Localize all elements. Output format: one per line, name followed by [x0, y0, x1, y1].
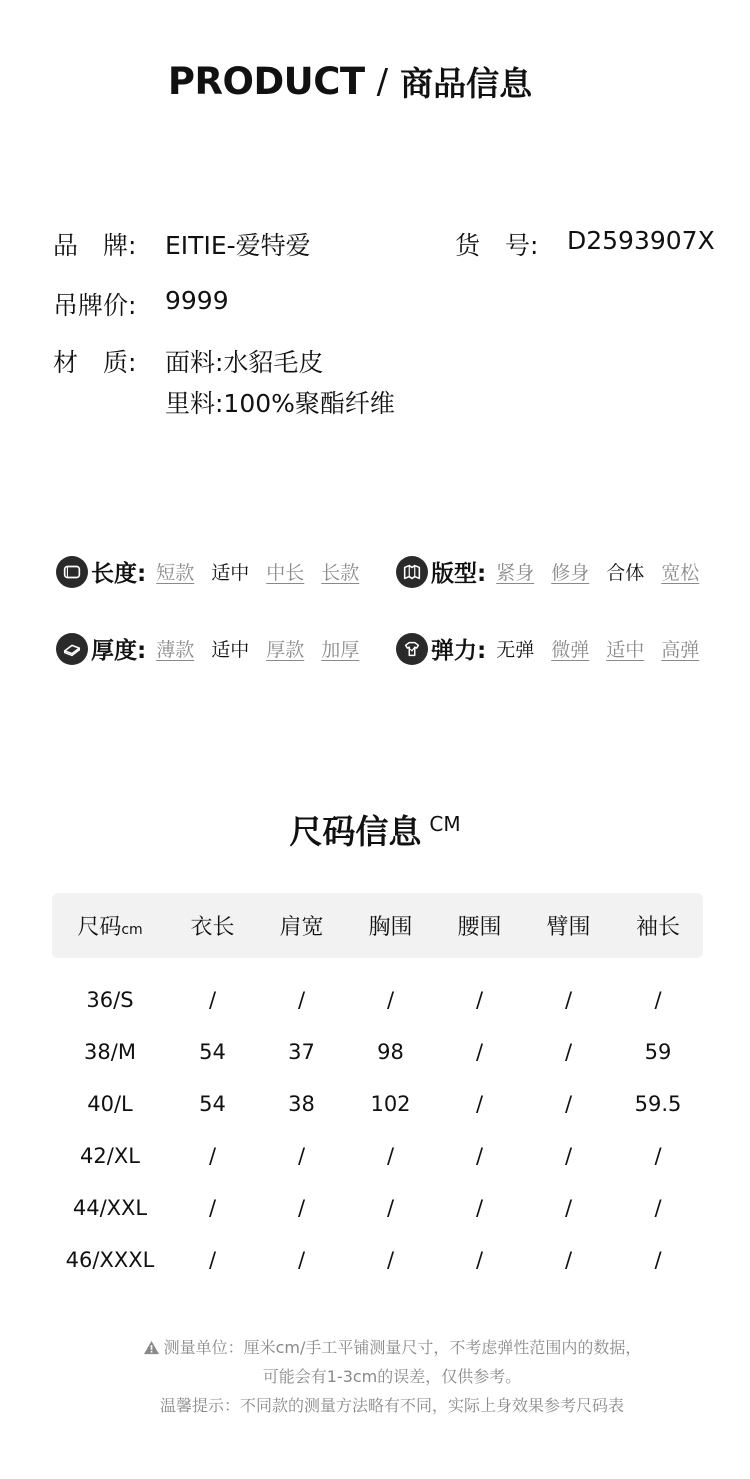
measurement-cell: /	[564, 1144, 573, 1168]
note-line-3: 温馨提示：不同款的测量方法略有不同，实际上身效果参考尺码表	[159, 1396, 624, 1415]
measurement-cell: /	[386, 1248, 395, 1272]
brand-value: EITIE-爱特爱	[165, 231, 311, 260]
measurement-cell: /	[564, 1040, 573, 1064]
header-size-unit: cm	[121, 922, 143, 938]
measurement-cell: 54	[199, 1092, 226, 1116]
material-row	[53, 343, 323, 379]
elasticity-option: 适中	[606, 639, 645, 661]
measurement-cell: /	[564, 1196, 573, 1220]
header-cell: 衣长	[190, 915, 235, 940]
heading-english: PRODUCT	[167, 60, 365, 103]
note-line-2: 可能会有1-3cm的误差，仅供参考。	[262, 1367, 522, 1386]
measurement-cell: /	[297, 988, 306, 1012]
fit-option: 宽松	[661, 562, 700, 584]
measurement-cell: /	[475, 1196, 484, 1220]
fit-option: 修身	[551, 562, 590, 584]
item-no-value: D2593907X	[567, 226, 715, 255]
measurement-cell: 54	[199, 1040, 226, 1064]
header-size	[52, 910, 168, 941]
measurement-cell: /	[564, 1092, 573, 1116]
attr-elasticity	[396, 632, 699, 665]
measurement-cell: /	[475, 988, 484, 1012]
measurement-cell: 102	[370, 1092, 411, 1116]
measurement-cell: /	[654, 1144, 662, 1168]
measurement-cell: /	[475, 1144, 484, 1168]
measurement-cell: /	[208, 1196, 217, 1220]
heading-chinese: 商品信息	[400, 64, 533, 103]
measurement-cell: 98	[377, 1040, 404, 1064]
size-cell: 38/M	[84, 1040, 136, 1064]
elasticity-icon	[396, 633, 428, 665]
measurement-cell: /	[564, 988, 573, 1012]
header-cell: 臂围	[546, 915, 591, 940]
size-cell: 36/S	[86, 988, 134, 1012]
size-info-heading: 尺码信息	[289, 812, 422, 851]
attr-fit	[396, 555, 699, 588]
measurement-cell: /	[386, 988, 395, 1012]
measurement-cell: /	[564, 1248, 573, 1272]
page-heading	[0, 58, 700, 105]
header-cell: 肩宽	[279, 915, 324, 940]
size-cell: 40/L	[87, 1092, 133, 1116]
header-size-label: 尺码	[77, 915, 122, 940]
elasticity-option-selected: 无弹	[496, 639, 535, 661]
material-lining: 里料:100%聚酯纤维	[165, 389, 395, 418]
measurement-cell: /	[475, 1040, 484, 1064]
measurement-notes	[0, 1333, 750, 1420]
measurement-cell: /	[654, 988, 662, 1012]
item-no-label: 货 号:	[455, 231, 539, 260]
elasticity-option: 高弹	[661, 639, 700, 661]
length-option: 短款	[156, 562, 195, 584]
thickness-option-selected: 适中	[211, 639, 250, 661]
measurement-cell: /	[475, 1248, 484, 1272]
size-info-title	[0, 806, 750, 853]
measurement-cell: /	[297, 1144, 306, 1168]
header-cell: 腰围	[457, 915, 502, 940]
measurement-cell: /	[654, 1196, 662, 1220]
table-row	[52, 1026, 703, 1078]
material-label: 材 质:	[53, 348, 137, 377]
note-line-1-text: 测量单位：厘米cm/手工平铺测量尺寸，不考虑弹性范围内的数据，	[163, 1338, 642, 1357]
brand-label: 品 牌:	[53, 231, 137, 260]
item-no-row	[455, 226, 715, 262]
header-cell: 袖长	[635, 915, 680, 940]
thickness-icon	[56, 633, 88, 665]
measurement-cell: /	[654, 1248, 662, 1272]
measurement-cell: /	[386, 1144, 395, 1168]
size-cell: 46/XXXL	[65, 1248, 155, 1272]
size-table-header	[52, 893, 703, 958]
warning-icon	[143, 1340, 160, 1355]
heading-separator: /	[376, 61, 389, 102]
fit-icon	[396, 556, 428, 588]
fit-option-selected: 合体	[606, 562, 645, 584]
brand-row	[53, 226, 311, 262]
fit-option: 紧身	[496, 562, 535, 584]
thickness-option: 加厚	[321, 639, 360, 661]
elasticity-option: 微弹	[551, 639, 590, 661]
measurement-cell: 37	[288, 1040, 315, 1064]
length-option-selected: 适中	[211, 562, 250, 584]
header-cell: 胸围	[368, 915, 413, 940]
price-label: 吊牌价:	[53, 291, 137, 320]
note-line-1	[0, 1333, 750, 1362]
measurement-cell: /	[297, 1196, 306, 1220]
table-row	[52, 1234, 703, 1286]
measurement-cell: /	[208, 988, 217, 1012]
price-row	[53, 286, 229, 322]
price-value: 9999	[165, 286, 229, 315]
thickness-option: 薄款	[156, 639, 195, 661]
attr-thickness	[56, 632, 359, 665]
table-row	[52, 974, 703, 1026]
attr-length	[56, 555, 359, 588]
thickness-label: 厚度:	[91, 638, 147, 664]
measurement-cell: /	[208, 1144, 217, 1168]
size-table-body	[52, 974, 703, 1286]
measurement-cell: 59	[644, 1040, 672, 1064]
thickness-option: 厚款	[266, 639, 305, 661]
size-cell: 44/XXL	[72, 1196, 148, 1220]
length-icon	[56, 556, 88, 588]
measurement-cell: 38	[288, 1092, 315, 1116]
elasticity-label: 弹力:	[431, 638, 487, 664]
length-label: 长度:	[91, 561, 147, 587]
fit-label: 版型:	[431, 561, 487, 587]
size-info-unit: CM	[429, 812, 461, 836]
measurement-cell: 59.5	[634, 1092, 682, 1116]
material-lining-row	[165, 384, 395, 420]
table-row	[52, 1130, 703, 1182]
material-face: 面料:水貂毛皮	[165, 348, 324, 377]
table-row	[52, 1182, 703, 1234]
size-table	[52, 893, 703, 1286]
size-cell: 42/XL	[80, 1144, 140, 1168]
measurement-cell: /	[475, 1092, 484, 1116]
measurement-cell: /	[386, 1196, 395, 1220]
length-option: 中长	[266, 562, 305, 584]
measurement-cell: /	[208, 1248, 217, 1272]
length-option: 长款	[321, 562, 360, 584]
measurement-cell: /	[297, 1248, 306, 1272]
table-row	[52, 1078, 703, 1130]
